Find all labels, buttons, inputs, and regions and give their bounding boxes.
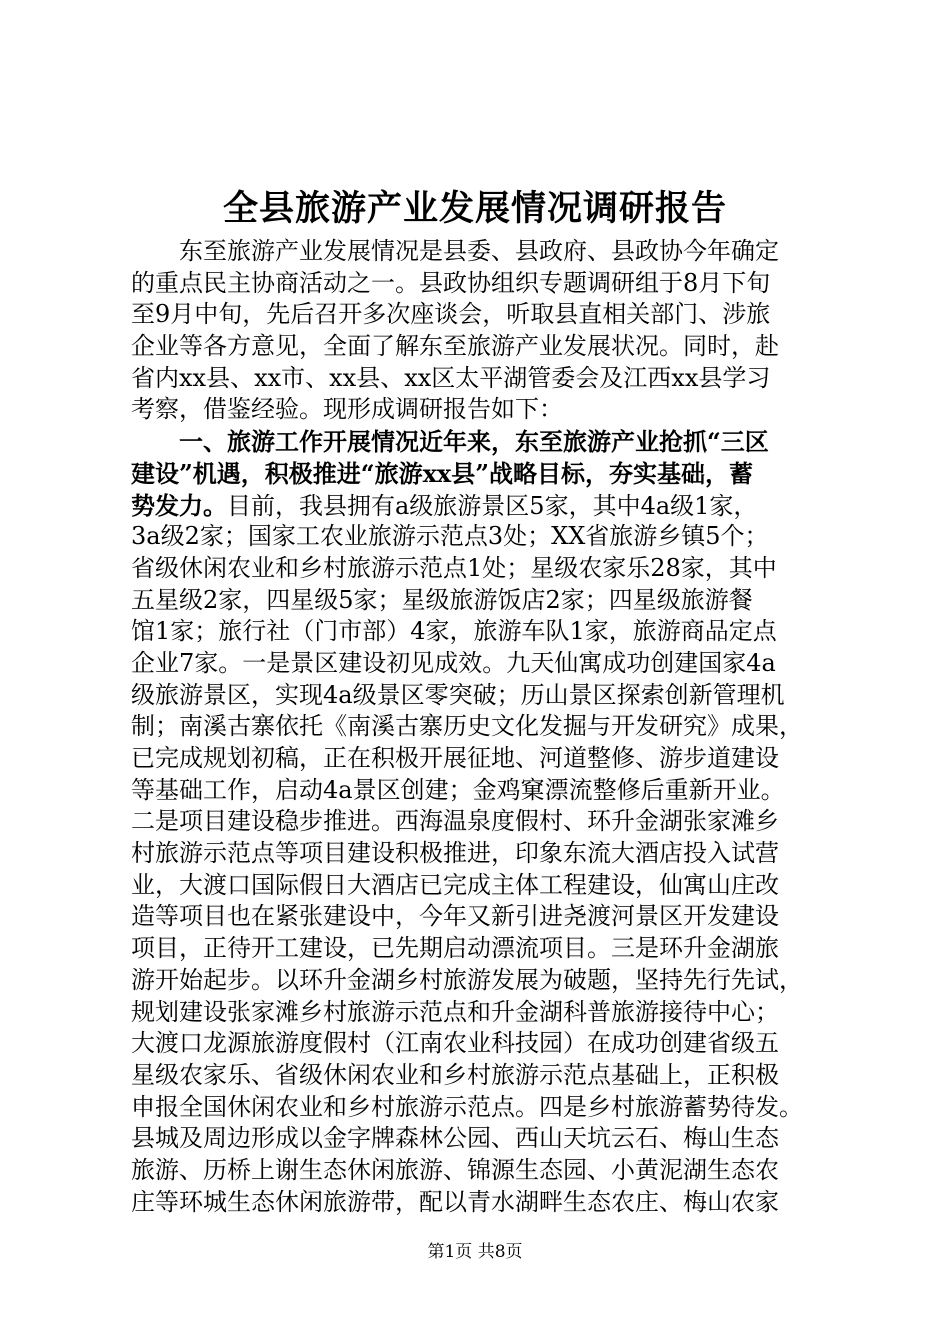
body-line	[131, 236, 866, 268]
body-line	[131, 648, 866, 680]
body-line	[131, 394, 866, 426]
document-body	[131, 236, 866, 1218]
body-line	[131, 933, 866, 965]
body-text-segment: 企业等各方意见，全面了解东至旅游产业发展状况。同时，赴	[131, 332, 779, 361]
body-line	[131, 1187, 866, 1219]
heading-text: 势发力。	[131, 490, 227, 520]
body-text-segment: 星级农家乐、省级休闲农业和乡村旅游示范点基础上，正积极	[131, 1060, 779, 1089]
body-text-segment: 级旅游景区，实现4a级景区零突破；历山景区探索创新管理机	[131, 680, 785, 709]
body-text-segment: 二是项目建设稳步推进。西海温泉度假村、环升金湖张家滩乡	[131, 807, 779, 836]
body-line	[131, 1155, 866, 1187]
body-text-segment: 等基础工作，启动4a景区创建；金鸡窠漂流整修后重新开业。	[131, 775, 785, 804]
body-line	[131, 997, 866, 1029]
body-line	[131, 1060, 866, 1092]
body-text-segment: 考察，借鉴经验。现形成调研报告如下：	[131, 395, 563, 424]
body-line	[131, 616, 866, 648]
body-line	[131, 1028, 866, 1060]
body-line	[131, 553, 866, 585]
page-footer: 第1页 共8页	[427, 1242, 523, 1262]
body-line	[131, 1092, 866, 1124]
body-text-segment: 已完成规划初稿，正在积极开展征地、河道整修、游步道建设	[131, 744, 779, 772]
body-line	[131, 490, 866, 522]
body-text-segment: 村旅游示范点等项目建设积极推进，印象东流大酒店投入试营	[131, 839, 779, 868]
body-text-segment: 企业7家。一是景区建设初见成效。九天仙寓成功创建国家4a	[131, 648, 776, 677]
body-line	[131, 838, 866, 870]
heading-text: 建设”机遇，积极推进“旅游xx县”战略目标，夯实基础，蓄	[131, 458, 754, 488]
heading-text: 一、旅游工作开展情况近年来，东至旅游产业抢抓“三区	[179, 427, 769, 457]
body-line	[131, 806, 866, 838]
body-text-segment: 馆1家；旅行社（门市部）4家，旅游车队1家，旅游商品定点	[131, 617, 777, 646]
body-text-segment: 3a级2家；国家工农业旅游示范点3处；XX省旅游乡镇5个；	[131, 522, 769, 551]
body-line	[131, 331, 866, 363]
body-text-segment: 项目，正待开工建设，已先期启动漂流项目。三是环升金湖旅	[131, 934, 779, 963]
body-text-segment: 五星级2家，四星级5家；星级旅游饭店2家；四星级旅游餐	[131, 585, 753, 614]
body-text-segment: 至9月中旬，先后召开多次座谈会，听取县直相关部门、涉旅	[131, 300, 771, 329]
body-line	[131, 585, 866, 617]
body-text-segment: 制；南溪古寨依托《南溪古寨历史文化发掘与开发研究》成果，	[131, 712, 803, 741]
body-text-segment: 县城及周边形成以金字牌森林公园、西山天坑云石、梅山生态	[131, 1124, 779, 1153]
body-line	[131, 775, 866, 807]
body-text-segment: 规划建设张家滩乡村旅游示范点和升金湖科普旅游接待中心；	[131, 997, 779, 1026]
body-line	[131, 870, 866, 902]
body-text-segment: 的重点民主协商活动之一。县政协组织专题调研组于8月下旬	[131, 268, 771, 297]
body-line	[131, 458, 866, 490]
body-line	[131, 680, 866, 712]
body-text-segment: 申报全国休闲农业和乡村旅游示范点。四是乡村旅游蓄势待发。	[131, 1092, 803, 1121]
body-text-segment: 业，大渡口国际假日大酒店已完成主体工程建设，仙寓山庄改	[131, 870, 779, 899]
body-line	[131, 711, 866, 743]
body-line	[131, 743, 866, 775]
body-text-segment: 旅游、历桥上谢生态休闲旅游、锦源生态园、小黄泥湖生态农	[131, 1155, 779, 1184]
body-text-segment: 东至旅游产业发展情况是县委、县政府、县政协今年确定	[179, 237, 779, 265]
body-line	[131, 1123, 866, 1155]
body-text-segment: 目前，我县拥有a级旅游景区5家，其中4a级1家，	[227, 491, 758, 520]
body-line	[131, 363, 866, 395]
body-line	[131, 965, 866, 997]
body-text-segment: 省内xx县、xx市、xx县、xx区太平湖管委会及江西xx县学习	[131, 363, 771, 392]
body-text-segment: 造等项目也在紧张建设中，今年又新引进尧渡河景区开发建设	[131, 902, 779, 931]
body-text-segment: 大渡口龙源旅游度假村（江南农业科技园）在成功创建省级五	[131, 1029, 779, 1058]
body-line	[131, 901, 866, 933]
body-text-segment: 省级休闲农业和乡村旅游示范点1处；星级农家乐28家，其中	[131, 553, 777, 582]
body-line	[131, 268, 866, 300]
body-line	[131, 521, 866, 553]
document-title: 全县旅游产业发展情况调研报告	[222, 188, 727, 229]
body-text-segment: 游开始起步。以环升金湖乡村旅游发展为破题，坚持先行先试，	[131, 965, 803, 994]
body-line	[131, 299, 866, 331]
body-line	[131, 426, 866, 458]
body-text-segment: 庄等环城生态休闲旅游带，配以青水湖畔生态农庄、梅山农家	[131, 1187, 779, 1216]
